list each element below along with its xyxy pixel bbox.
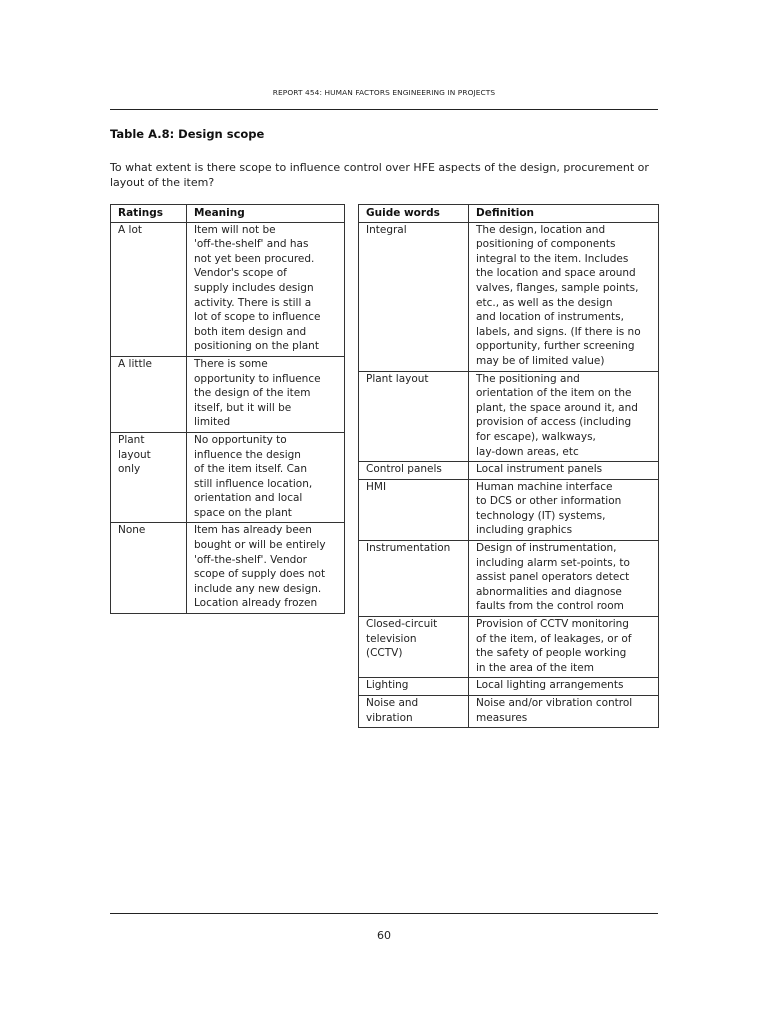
rating-cell: None [111,523,187,614]
table-title: Table A.8: Design scope [110,127,265,141]
guide-word-cell: Integral [359,222,469,371]
meaning-cell: Item will not be 'off-the-shelf' and has not yet been procured. Vendor's scope of supply includes design activity. There is still a lot of scope to influence both item design and positioning on the plant [187,222,345,356]
definition-cell: Provision of CCTV monitoring of the item, of leakages, or of the safety of people working in the area of the item [469,617,659,678]
guide-word-cell: Noise and vibration [359,696,469,728]
ratings-header-row [111,205,345,223]
guide-word-cell: Lighting [359,678,469,696]
header-rule [110,109,658,110]
table-row [359,696,659,728]
table-row [111,356,345,432]
guide-header-row [359,205,659,223]
rating-cell: A little [111,356,187,432]
table-row [359,371,659,462]
table-row [359,462,659,480]
rating-cell: Plant layout only [111,432,187,523]
table-row [111,523,345,614]
table-row [359,678,659,696]
definition-cell: Human machine interface to DCS or other information technology (IT) systems, including graphics [469,479,659,540]
definition-cell: Design of instrumentation, including alarm set-points, to assist panel operators detect abnormalities and diagnose faults from the control room [469,541,659,617]
guide-word-cell: Control panels [359,462,469,480]
meaning-cell: Item has already been bought or will be entirely 'off-the-shelf'. Vendor scope of supply does not include any new design. Location already frozen [187,523,345,614]
guide-word-cell: Instrumentation [359,541,469,617]
table-row [111,432,345,523]
meaning-cell: No opportunity to influence the design of the item itself. Can still influence location, orientation and local space on the plant [187,432,345,523]
guide-word-cell: Closed-circuit television (CCTV) [359,617,469,678]
guide-word-cell: HMI [359,479,469,540]
ratings-column-header: Ratings [111,205,187,223]
ratings-table [110,204,345,614]
running-header: REPORT 454: HUMAN FACTORS ENGINEERING IN PROJECTS [272,88,496,97]
table-row [359,222,659,371]
definition-cell: The design, location and positioning of components integral to the item. Includes the location and space around valves, flanges, sample points, etc., as well as the design and location of instruments, labels, and signs. (If there is no opportunity, further screening may be of limited value) [469,222,659,371]
intro-paragraph: To what extent is there scope to influence control over HFE aspects of the design, procurement or layout of the item? [110,161,649,189]
guide-words-table [358,204,659,728]
page-number: 60 [377,929,391,942]
definition-cell: Local instrument panels [469,462,659,480]
definition-column-header: Definition [469,205,659,223]
footer-rule [110,913,658,914]
table-row [359,541,659,617]
meaning-cell: There is some opportunity to influence the design of the item itself, but it will be limited [187,356,345,432]
guide-word-cell: Plant layout [359,371,469,462]
definition-cell: Noise and/or vibration control measures [469,696,659,728]
meaning-column-header: Meaning [187,205,345,223]
rating-cell: A lot [111,222,187,356]
definition-cell: The positioning and orientation of the item on the plant, the space around it, and provision of access (including for escape), walkways, lay-down areas, etc [469,371,659,462]
table-row [359,479,659,540]
definition-cell: Local lighting arrangements [469,678,659,696]
table-row [111,222,345,356]
table-row [359,617,659,678]
guide-words-column-header: Guide words [359,205,469,223]
